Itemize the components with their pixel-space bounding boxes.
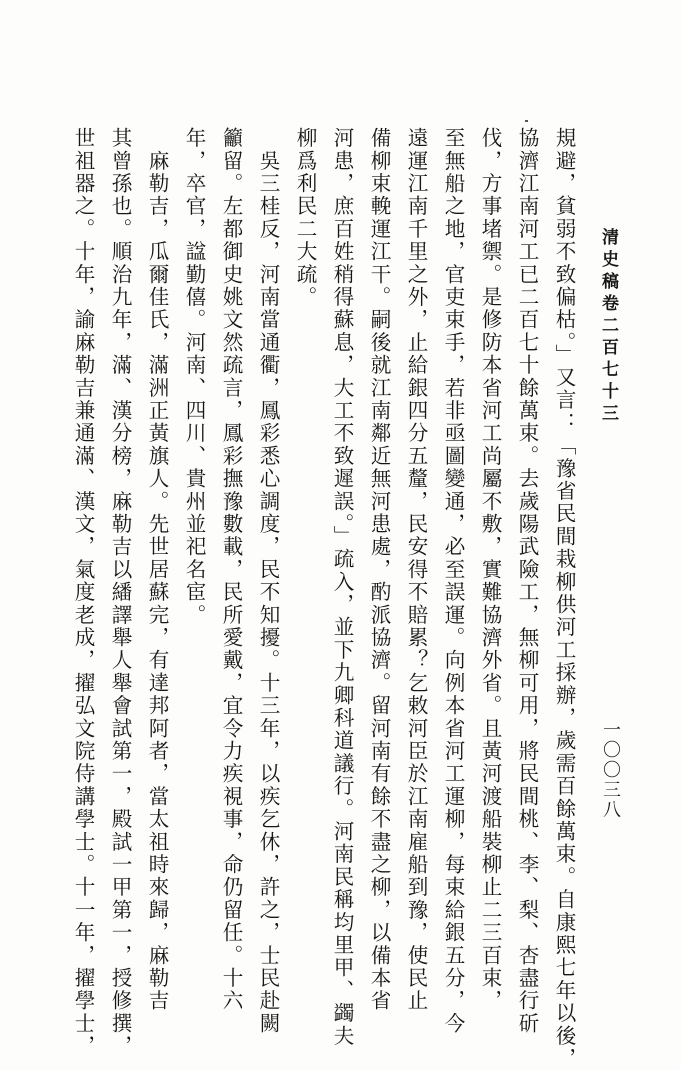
text-column-7: 河患，庶百姓稍得蘇息，大工不致遲誤。」疏入，並下九卿科道議行。河南民稱均里甲、蠲夫 [330, 127, 354, 1048]
text-column-1: 規避，貧弱不致偏枯。」又言：「豫省民間栽柳供河工採辦，歲需百餘萬束。自康熙七年以後， [552, 127, 576, 1070]
text-column-6: 備柳束輓運江干。嗣後就江南鄰近無河患處，酌派協濟。留河南有餘不盡之柳，以備本省 [367, 127, 391, 1013]
text-column-2: 協濟江南河工已二百七十餘萬束。去歲陽武險工，無柳可用，將民間桃、李、梨、杏盡行斫 [515, 127, 539, 1035]
text-column-8: 柳爲利民二大疏。 [293, 127, 317, 309]
ink-mark [525, 120, 528, 122]
text-column-11: 年，卒官，諡勤僖。河南、四川、貴州並祀名宦。 [182, 127, 206, 627]
page-number: 一〇〇三八 [600, 720, 621, 820]
text-column-12: 麻勒吉，瓜爾佳氏，滿洲正黃旗人。先世居蘇完，有達邦阿者，當太祖時來歸，麻勒吉 [145, 127, 169, 1013]
text-column-3: 伐，方事堵禦。是修防本省河工尚屬不敷，實難協濟外省。且黃河渡船裝柳止二三百束， [478, 127, 502, 1013]
text-column-9: 吳三桂反，河南當通衢，鳳彩悉心調度，民不知擾。十三年，以疾乞休，許之，士民赴闕 [256, 127, 280, 1035]
text-column-4: 至無船之地，官吏束手，若非亟圖變通，必至誤運。向例本省河工運柳，每束給銀五分，今 [441, 127, 465, 1035]
text-column-10: 籲留。左都御史姚文然疏言，鳳彩撫豫數載，民所愛戴，宜令力疾視事，命仍留任。十六 [219, 127, 243, 1013]
book-title: 清史稿卷二百七十三 [598, 228, 618, 426]
text-column-5: 遠運江南千里之外，止給銀四分五釐，民安得不賠累？乞敕河臣於江南雇船到豫，使民止 [404, 127, 428, 1013]
text-column-14: 世祖器之。十年，諭麻勒吉兼通滿、漢文，氣度老成，擢弘文院侍講學士。十一年，擢學士， [71, 127, 95, 1058]
text-column-13: 其曾孫也。順治九年，滿、漢分榜，麻勒吉以繙譯舉人舉會試第一，殿試一甲第一，授修撰， [108, 127, 132, 1058]
